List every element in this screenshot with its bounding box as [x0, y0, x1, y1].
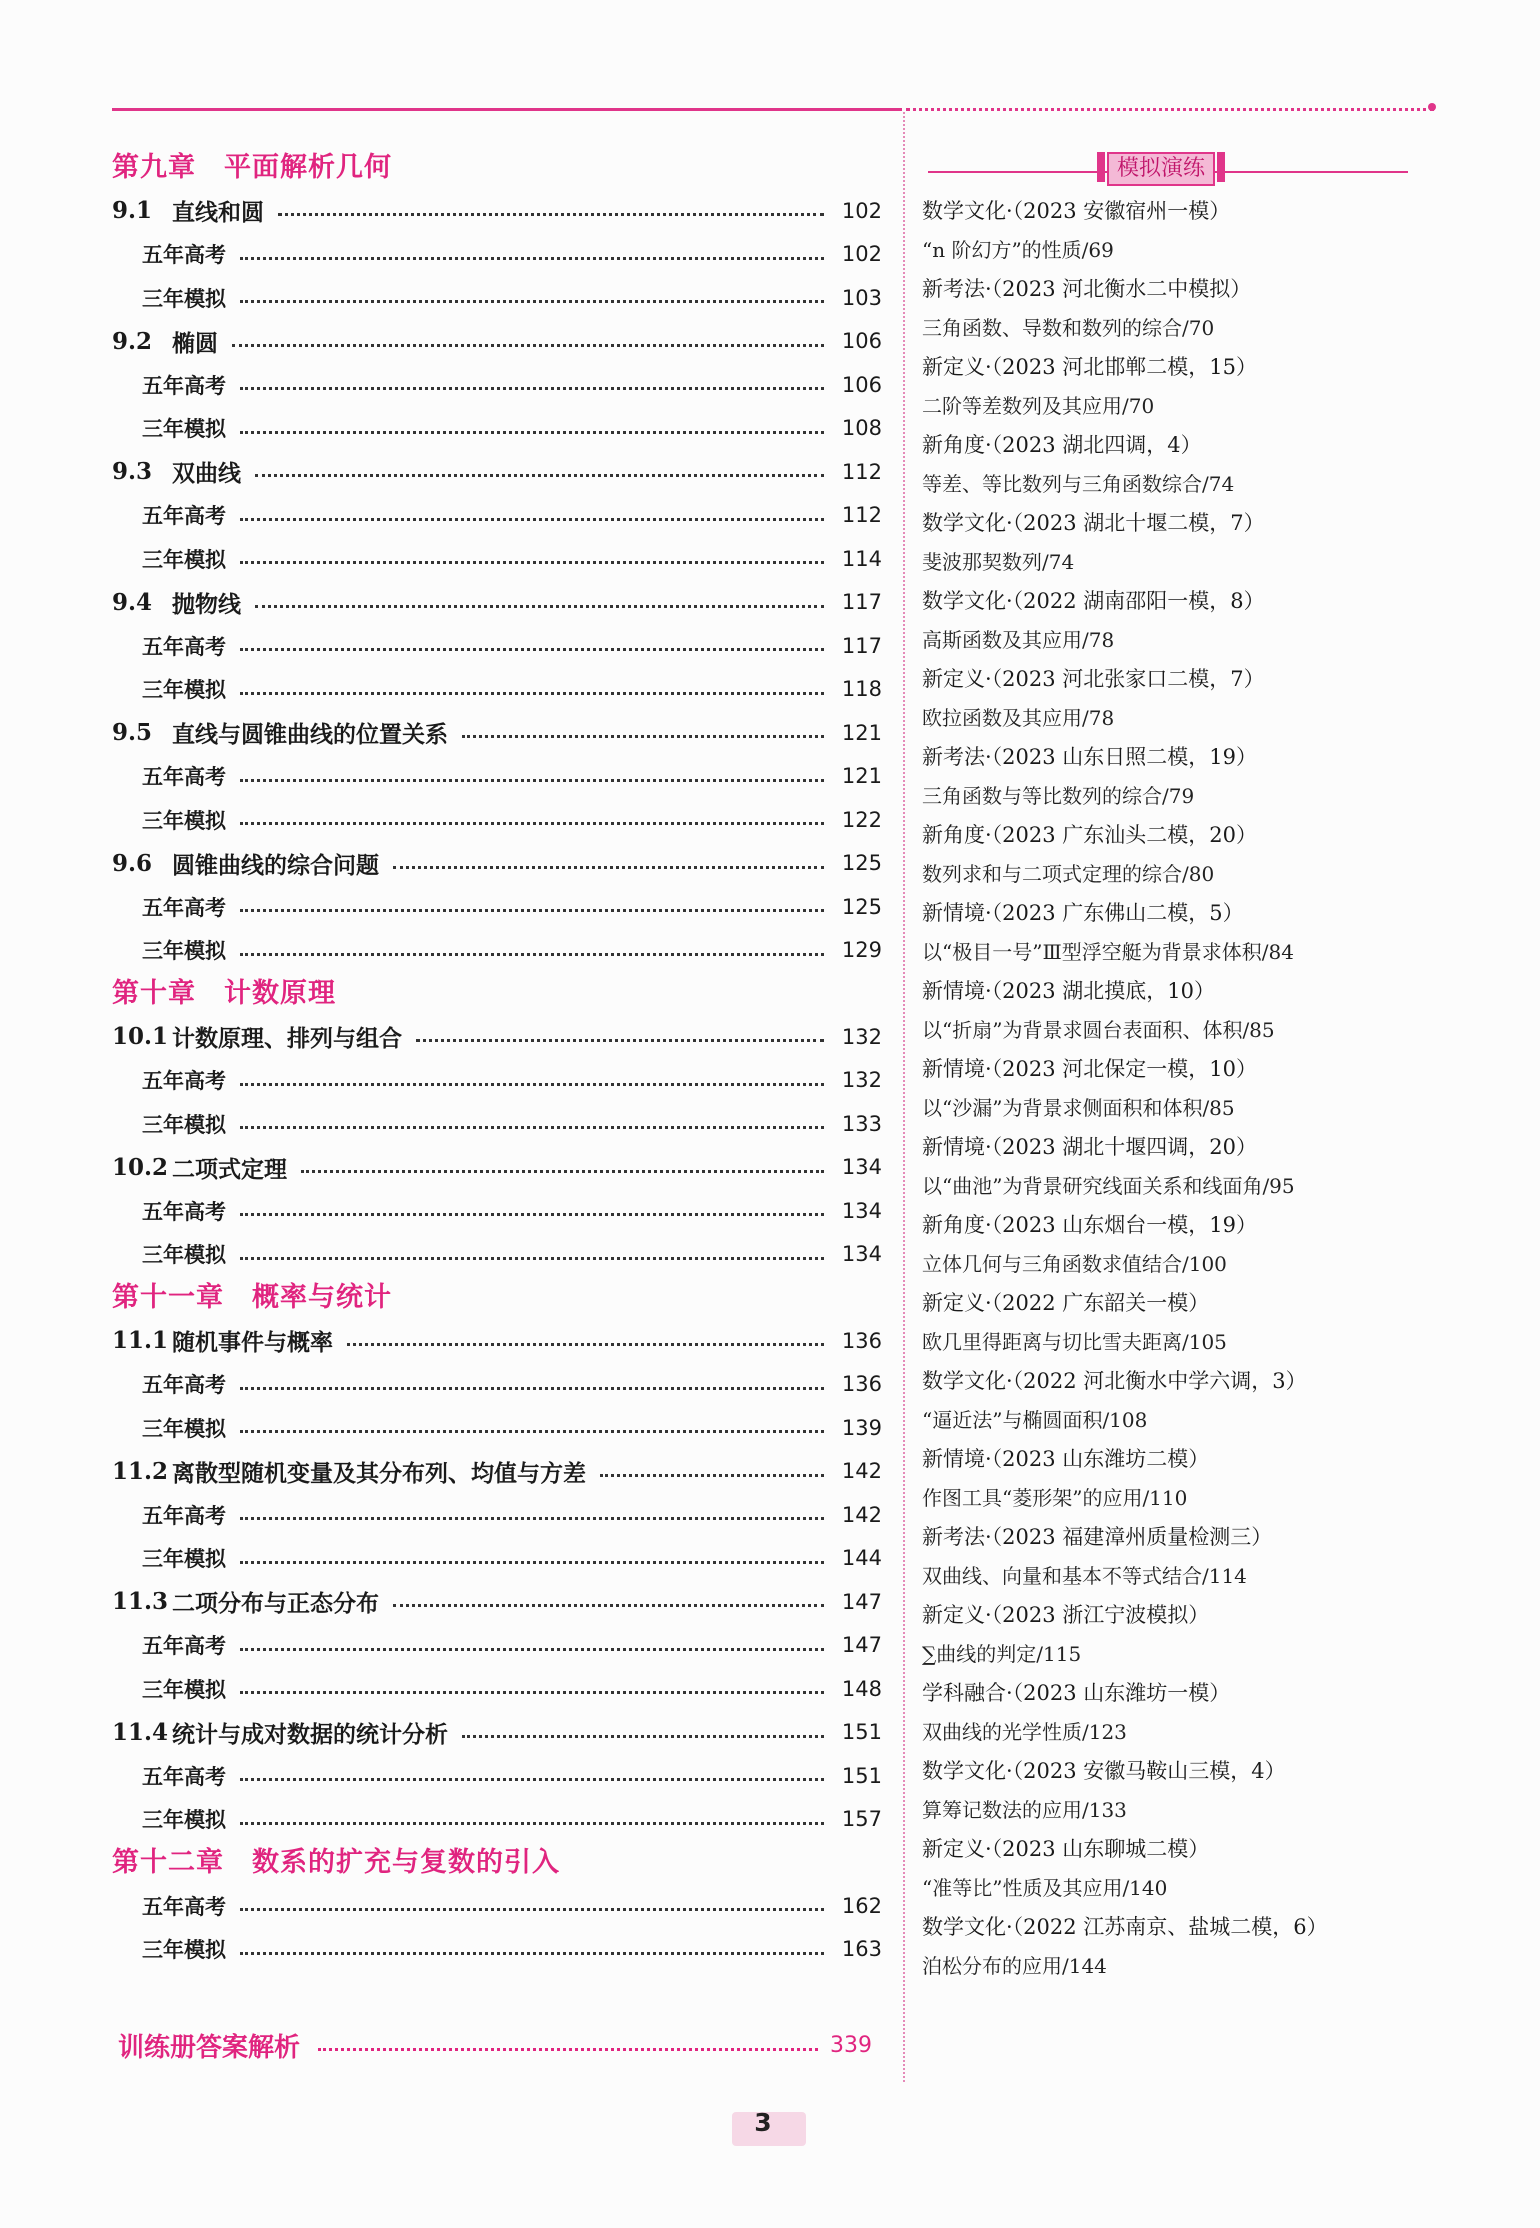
practice-source: ·（2022 湖南邵阳一模，8） [1006, 589, 1265, 613]
subsection-page: 122 [841, 807, 882, 832]
practice-item-source[interactable] [922, 504, 1422, 543]
practice-source: ·（2023 浙江宁波模拟） [985, 1603, 1210, 1627]
leader-dots [240, 1126, 824, 1129]
leader-dots [240, 1952, 824, 1955]
subsection-page: 163 [841, 1937, 882, 1962]
subsection-label: 三年模拟 [142, 1111, 226, 1137]
subsection-label: 五年高考 [142, 503, 226, 529]
practice-item-source[interactable] [922, 1128, 1422, 1167]
section-number: 9.2 [112, 327, 153, 355]
practice-item-source[interactable] [922, 1440, 1422, 1479]
practice-tag: 新情境 [922, 1057, 985, 1081]
practice-tag: 数学文化 [922, 1369, 1006, 1393]
section-entry[interactable] [112, 1711, 882, 1755]
practice-item-source[interactable] [922, 894, 1422, 933]
practice-item-desc: 欧拉函数及其应用/78 [922, 706, 1115, 730]
leader-dots [240, 1213, 824, 1216]
section-page: 132 [841, 1024, 882, 1049]
subsection-page: 121 [841, 764, 882, 789]
leader-dots [240, 909, 824, 912]
practice-item-source[interactable] [922, 192, 1422, 231]
subsection-label: 三年模拟 [142, 1242, 226, 1268]
section-number: 9.1 [112, 197, 153, 225]
section-page: 134 [841, 1155, 882, 1180]
subsection-entry[interactable] [112, 1406, 882, 1450]
practice-item-desc: 以“折扇”为背景求圆台表面积、体积/85 [922, 1018, 1275, 1042]
subsection-label: 三年模拟 [142, 416, 226, 442]
section-number: 11.2 [112, 1457, 169, 1485]
subsection-entry[interactable] [112, 929, 882, 973]
subsection-page: 129 [841, 938, 882, 963]
simulation-practice-column [922, 146, 1422, 1986]
leader-dots [240, 1387, 824, 1390]
leader-dots [255, 474, 824, 477]
practice-source: ·（2023 安徽宿州一模） [1006, 199, 1231, 223]
practice-tag: 新情境 [922, 1447, 985, 1471]
leader-dots [393, 866, 824, 869]
subsection-label: 五年高考 [142, 242, 226, 268]
subsection-page: 118 [841, 677, 882, 702]
leader-dots [240, 1908, 824, 1911]
chapter-title[interactable]: 第十章 计数原理 [112, 978, 336, 1009]
practice-tag: 新考法 [922, 277, 985, 301]
practice-source: ·（2023 河北衡水二中模拟） [985, 277, 1252, 301]
practice-list [922, 192, 1422, 1986]
section-title: 随机事件与概率 [172, 1329, 333, 1357]
subsection-page: 102 [841, 242, 882, 267]
subsection-page: 134 [841, 1242, 882, 1267]
subsection-label: 五年高考 [142, 1893, 226, 1919]
section-page: 147 [841, 1589, 882, 1614]
practice-item-desc: “逼近法”与椭圆面积/108 [922, 1408, 1148, 1432]
practice-item-desc: 以“曲池”为背景研究线面关系和线面角/95 [922, 1174, 1295, 1198]
section-page: 136 [841, 1328, 882, 1353]
answers-title: 训练册答案解析 [118, 2032, 301, 2063]
subsection-label: 五年高考 [142, 1502, 226, 1528]
subsection-label: 三年模拟 [142, 938, 226, 964]
practice-tag: 新角度 [922, 433, 985, 457]
section-entry[interactable] [112, 1450, 882, 1494]
practice-item-desc: 双曲线、向量和基本不等式结合/114 [922, 1564, 1247, 1588]
section-entry[interactable] [112, 1146, 882, 1190]
practice-item-desc: 二阶等差数列及其应用/70 [922, 394, 1155, 418]
section-entry[interactable] [112, 711, 882, 755]
section-title: 直线与圆锥曲线的位置关系 [172, 721, 448, 749]
top-rule [112, 108, 902, 111]
subsection-page: 142 [841, 1502, 882, 1527]
subsection-page: 157 [841, 1807, 882, 1832]
subsection-label: 三年模拟 [142, 285, 226, 311]
leader-dots [232, 344, 824, 347]
practice-item-source[interactable] [922, 270, 1422, 309]
subsection-label: 三年模拟 [142, 1937, 226, 1963]
practice-source: ·（2023 山东潍坊二模） [985, 1447, 1210, 1471]
subsection-page: 148 [841, 1676, 882, 1701]
section-title: 直线和圆 [172, 199, 264, 227]
practice-tag: 新角度 [922, 823, 985, 847]
section-entry[interactable] [112, 320, 882, 364]
practice-item-desc: 欧几里得距离与切比雪夫距离/105 [922, 1330, 1227, 1354]
subsection-entry[interactable] [112, 798, 882, 842]
practice-source: ·（2023 安徽马鞍山三模，4） [1006, 1759, 1286, 1783]
practice-item-desc: 泊松分布的应用/144 [922, 1954, 1107, 1978]
practice-source: ·（2023 山东日照二模，19） [985, 745, 1258, 769]
practice-item-source[interactable] [922, 738, 1422, 777]
practice-item-source[interactable] [922, 1518, 1422, 1557]
practice-item-desc: “准等比”性质及其应用/140 [922, 1876, 1168, 1900]
practice-source: ·（2023 福建漳州质量检测三） [985, 1525, 1273, 1549]
subsection-entry[interactable] [112, 885, 882, 929]
practice-source: ·（2023 湖北十堰二模，7） [1006, 511, 1265, 535]
leader-dots [462, 1735, 824, 1738]
leader-dots [301, 1170, 824, 1173]
subsection-page: 108 [841, 416, 882, 441]
practice-item-desc: 算筹记数法的应用/133 [922, 1798, 1127, 1822]
practice-item-desc: 三角函数、导数和数列的综合/70 [922, 316, 1215, 340]
chapter-title[interactable]: 第九章 平面解析几何 [112, 152, 392, 183]
leader-dots [240, 518, 824, 521]
subsection-entry[interactable] [112, 276, 882, 320]
practice-item-desc: 作图工具“菱形架”的应用/110 [922, 1486, 1188, 1510]
practice-source: ·（2023 河北邯郸二模，15） [985, 355, 1258, 379]
subsection-page: 106 [841, 372, 882, 397]
subsection-entry[interactable] [112, 624, 882, 668]
leader-dots [278, 213, 824, 216]
practice-item-source[interactable] [922, 1674, 1422, 1713]
leader-dots [240, 561, 824, 564]
practice-tag: 新角度 [922, 1213, 985, 1237]
section-number: 9.5 [112, 719, 153, 747]
section-number: 9.4 [112, 588, 153, 616]
subsection-entry[interactable] [112, 1624, 882, 1668]
practice-source: ·（2023 山东潍坊一模） [1006, 1681, 1231, 1705]
section-number: 11.4 [112, 1718, 169, 1746]
chapter-title[interactable]: 第十二章 数系的扩充与复数的引入 [112, 1847, 560, 1878]
practice-source: ·（2023 广东佛山二模，5） [985, 901, 1244, 925]
subsection-entry[interactable] [112, 1189, 882, 1233]
practice-item-desc: “n 阶幻方”的性质/69 [922, 238, 1114, 262]
subsection-page: 139 [841, 1415, 882, 1440]
table-of-contents [112, 146, 882, 1971]
subsection-label: 三年模拟 [142, 1676, 226, 1702]
practice-tag: 学科融合 [922, 1681, 1006, 1705]
practice-item-desc: 斐波那契数列/74 [922, 550, 1075, 574]
subsection-page: 125 [841, 894, 882, 919]
section-number: 11.1 [112, 1327, 169, 1355]
practice-item-source[interactable] [922, 582, 1422, 621]
subsection-page: 132 [841, 1068, 882, 1093]
subsection-label: 五年高考 [142, 1198, 226, 1224]
section-number: 10.2 [112, 1153, 169, 1181]
practice-item-source[interactable] [922, 1206, 1422, 1245]
leader-dots [240, 779, 824, 782]
subsection-label: 五年高考 [142, 1763, 226, 1789]
answers-entry[interactable] [118, 2022, 872, 2068]
subsection-label: 三年模拟 [142, 807, 226, 833]
practice-item-desc: 数列求和与二项式定理的综合/80 [922, 862, 1215, 886]
section-badge: 模拟演练 [1107, 152, 1215, 186]
practice-tag: 数学文化 [922, 1759, 1006, 1783]
section-entry[interactable] [112, 1319, 882, 1363]
subsection-entry[interactable] [112, 1798, 882, 1842]
rule-end-dot [1428, 103, 1436, 111]
practice-item-desc: ∑曲线的判定/115 [922, 1642, 1082, 1666]
subsection-page: 134 [841, 1198, 882, 1223]
subsection-entry[interactable] [112, 537, 882, 581]
subsection-entry[interactable] [112, 407, 882, 451]
practice-item-source[interactable] [922, 1830, 1422, 1869]
leader-dots [240, 1083, 824, 1086]
practice-tag: 新定义 [922, 1603, 985, 1627]
leader-dots [462, 735, 824, 738]
section-title: 二项分布与正态分布 [172, 1590, 379, 1618]
subsection-entry[interactable] [112, 1928, 882, 1972]
practice-source: ·（2022 河北衡水中学六调，3） [1006, 1369, 1307, 1393]
practice-item-desc: 以“沙漏”为背景求侧面积和体积/85 [922, 1096, 1235, 1120]
section-page: 121 [841, 720, 882, 745]
leader-dots [240, 822, 824, 825]
subsection-page: 136 [841, 1372, 882, 1397]
subsection-entry[interactable] [112, 363, 882, 407]
subsection-label: 三年模拟 [142, 1415, 226, 1441]
section-page: 112 [841, 459, 882, 484]
subsection-page: 162 [841, 1893, 882, 1918]
leader-dots [255, 605, 824, 608]
section-page: 117 [841, 590, 882, 615]
subsection-label: 五年高考 [142, 1372, 226, 1398]
subsection-entry[interactable] [112, 1537, 882, 1581]
practice-source: ·（2023 湖北摸底，10） [985, 979, 1216, 1003]
page-number: 3 [754, 2108, 772, 2137]
practice-item-source[interactable] [922, 426, 1422, 465]
practice-item-source[interactable] [922, 1752, 1422, 1791]
subsection-entry[interactable] [112, 1233, 882, 1277]
section-number: 9.3 [112, 458, 153, 486]
practice-item-source[interactable] [922, 660, 1422, 699]
right-header [922, 146, 1422, 186]
section-title: 双曲线 [172, 460, 241, 488]
practice-item-desc: 立体几何与三角函数求值结合/100 [922, 1252, 1227, 1276]
practice-tag: 数学文化 [922, 511, 1006, 535]
subsection-entry[interactable] [112, 1363, 882, 1407]
practice-source: ·（2023 湖北四调，4） [985, 433, 1202, 457]
subsection-label: 五年高考 [142, 764, 226, 790]
leader-dots [240, 953, 824, 956]
practice-tag: 新考法 [922, 745, 985, 769]
leader-dots [416, 1039, 824, 1042]
leader-dots [318, 2048, 818, 2051]
section-title: 离散型随机变量及其分布列、均值与方差 [172, 1459, 586, 1487]
section-entry[interactable] [112, 1580, 882, 1624]
practice-item-source[interactable] [922, 1284, 1422, 1323]
practice-tag: 数学文化 [922, 589, 1006, 613]
leader-dots [600, 1474, 824, 1477]
chapter-title[interactable]: 第十一章 概率与统计 [112, 1282, 392, 1313]
leader-dots [240, 1778, 824, 1781]
practice-item-source[interactable] [922, 348, 1422, 387]
subsection-entry[interactable] [112, 494, 882, 538]
practice-item-desc: 以“极目一号”Ⅲ型浮空艇为背景求体积/84 [922, 940, 1294, 964]
section-entry[interactable] [112, 1015, 882, 1059]
leader-dots [240, 257, 824, 260]
subsection-label: 五年高考 [142, 1633, 226, 1659]
leader-dots [393, 1604, 824, 1607]
practice-item-desc: 等差、等比数列与三角函数综合/74 [922, 472, 1235, 496]
section-title: 统计与成对数据的统计分析 [172, 1720, 448, 1748]
section-entry[interactable] [112, 450, 882, 494]
practice-item-desc: 高斯函数及其应用/78 [922, 628, 1115, 652]
practice-tag: 新定义 [922, 667, 985, 691]
subsection-label: 三年模拟 [142, 677, 226, 703]
practice-item-source[interactable] [922, 1362, 1422, 1401]
practice-item-desc: 三角函数与等比数列的综合/79 [922, 784, 1195, 808]
column-divider [903, 112, 905, 2082]
subsection-page: 151 [841, 1763, 882, 1788]
practice-source: ·（2023 山东聊城二模） [985, 1837, 1210, 1861]
section-title: 抛物线 [172, 590, 241, 618]
practice-source: ·（2023 河北张家口二模，7） [985, 667, 1265, 691]
section-page: 102 [841, 198, 882, 223]
leader-dots [240, 300, 824, 303]
subsection-entry[interactable] [112, 755, 882, 799]
leader-dots [240, 1822, 824, 1825]
section-page: 142 [841, 1459, 882, 1484]
practice-tag: 数学文化 [922, 1915, 1006, 1939]
leader-dots [240, 1561, 824, 1564]
subsection-page: 112 [841, 503, 882, 528]
practice-tag: 新考法 [922, 1525, 985, 1549]
section-entry[interactable] [112, 581, 882, 625]
section-page: 125 [841, 851, 882, 876]
practice-tag: 新定义 [922, 1291, 985, 1315]
practice-item-source[interactable] [922, 1908, 1422, 1947]
leader-dots [240, 692, 824, 695]
practice-item-desc: 双曲线的光学性质/123 [922, 1720, 1127, 1744]
leader-dots [240, 1648, 824, 1651]
section-title: 计数原理、排列与组合 [172, 1025, 402, 1053]
leader-dots [240, 1517, 824, 1520]
section-title: 二项式定理 [172, 1155, 287, 1183]
subsection-page: 144 [841, 1546, 882, 1571]
practice-item-source[interactable] [922, 972, 1422, 1011]
leader-dots [240, 1430, 824, 1433]
subsection-entry[interactable] [112, 1059, 882, 1103]
practice-tag: 新定义 [922, 1837, 985, 1861]
practice-source: ·（2022 江苏南京、盐城二模，6） [1006, 1915, 1328, 1939]
practice-item-source[interactable] [922, 1050, 1422, 1089]
section-title: 椭圆 [172, 329, 218, 357]
subsection-label: 五年高考 [142, 633, 226, 659]
practice-source: ·（2023 广东汕头二模，20） [985, 823, 1258, 847]
section-entry[interactable] [112, 189, 882, 233]
practice-source: ·（2023 山东烟台一模，19） [985, 1213, 1258, 1237]
subsection-entry[interactable] [112, 1884, 882, 1928]
leader-dots [240, 431, 824, 434]
subsection-label: 五年高考 [142, 1068, 226, 1094]
practice-tag: 新定义 [922, 355, 985, 379]
section-number: 10.1 [112, 1023, 169, 1051]
subsection-entry[interactable] [112, 233, 882, 277]
subsection-page: 117 [841, 633, 882, 658]
subsection-page: 133 [841, 1111, 882, 1136]
subsection-entry[interactable] [112, 1102, 882, 1146]
section-title: 圆锥曲线的综合问题 [172, 851, 379, 879]
practice-item-source[interactable] [922, 1596, 1422, 1635]
subsection-label: 三年模拟 [142, 546, 226, 572]
section-entry[interactable] [112, 842, 882, 886]
practice-tag: 新情境 [922, 901, 985, 925]
practice-tag: 新情境 [922, 1135, 985, 1159]
section-number: 9.6 [112, 849, 153, 877]
practice-source: ·（2023 河北保定一模，10） [985, 1057, 1258, 1081]
subsection-entry[interactable] [112, 1754, 882, 1798]
subsection-page: 114 [841, 546, 882, 571]
answers-page: 339 [830, 2032, 872, 2058]
subsection-label: 三年模拟 [142, 1807, 226, 1833]
practice-tag: 数学文化 [922, 199, 1006, 223]
leader-dots [240, 648, 824, 651]
subsection-entry[interactable] [112, 1493, 882, 1537]
subsection-label: 五年高考 [142, 894, 226, 920]
subsection-label: 五年高考 [142, 372, 226, 398]
subsection-entry[interactable] [112, 668, 882, 712]
subsection-page: 147 [841, 1633, 882, 1658]
subsection-label: 三年模拟 [142, 1546, 226, 1572]
top-rule-dotted [906, 108, 1434, 111]
leader-dots [240, 387, 824, 390]
leader-dots [240, 1257, 824, 1260]
subsection-entry[interactable] [112, 1667, 882, 1711]
leader-dots [347, 1343, 824, 1346]
subsection-page: 103 [841, 285, 882, 310]
practice-item-source[interactable] [922, 816, 1422, 855]
section-number: 11.3 [112, 1588, 169, 1616]
practice-source: ·（2023 湖北十堰四调，20） [985, 1135, 1258, 1159]
section-page: 151 [841, 1720, 882, 1745]
practice-source: ·（2022 广东韶关一模） [985, 1291, 1210, 1315]
section-page: 106 [841, 329, 882, 354]
practice-tag: 新情境 [922, 979, 985, 1003]
leader-dots [240, 1691, 824, 1694]
